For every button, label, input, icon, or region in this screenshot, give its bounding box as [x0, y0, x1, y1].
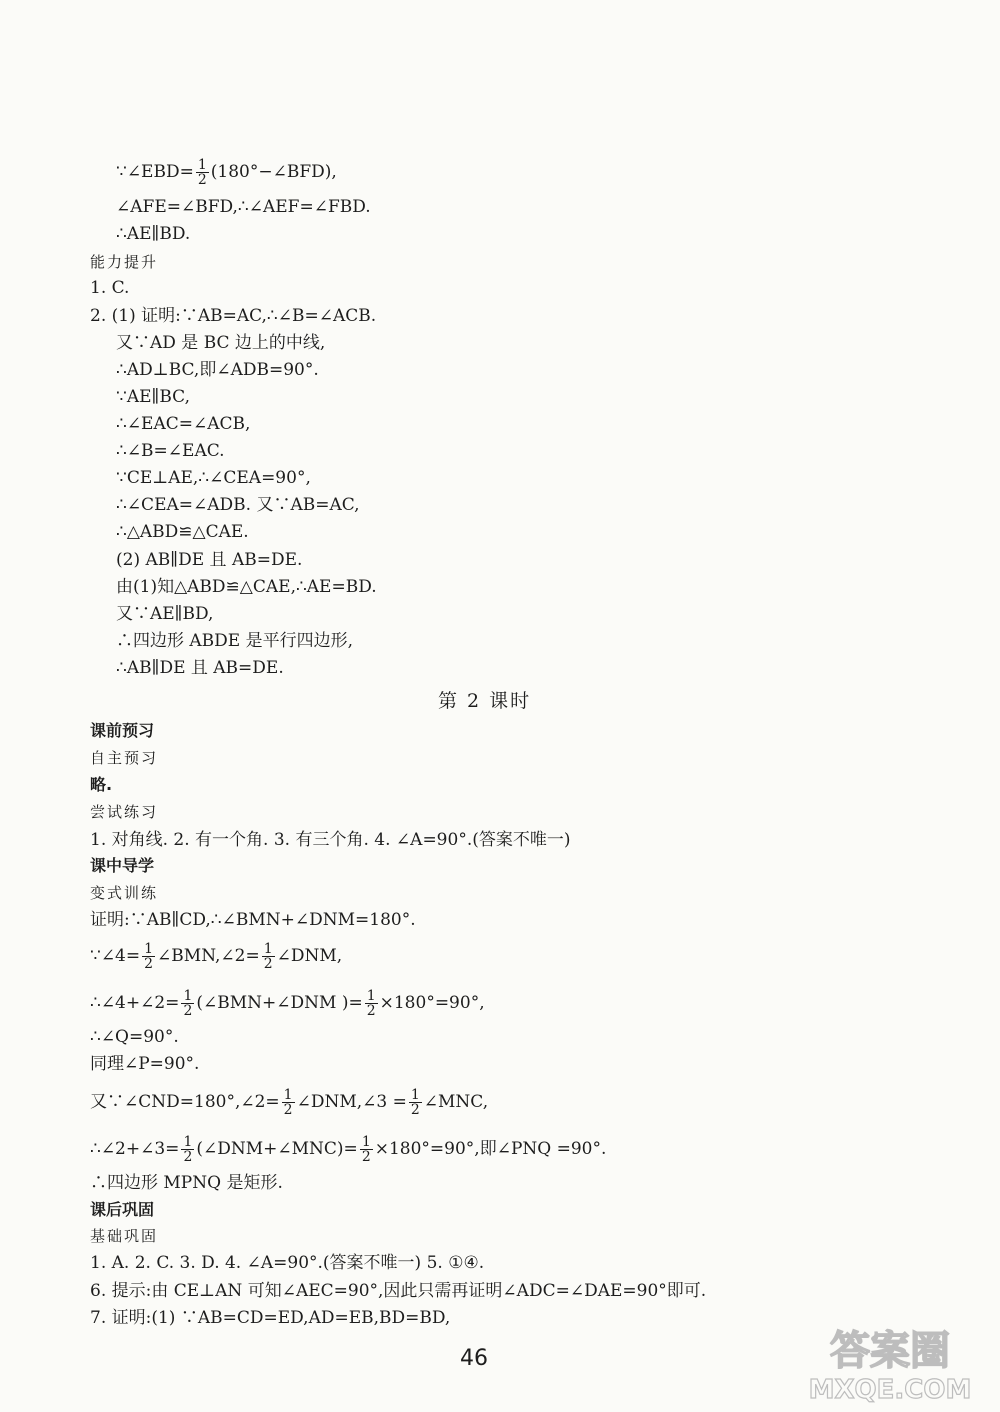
proof-line: ∴AB∥DE 且 AB=DE. [116, 658, 284, 678]
answers-changshi: 1. 对角线. 2. 有一个角. 3. 有三个角. 4. ∠A=90°.(答案不唯一) [90, 830, 571, 850]
proof-line: ∴四边形 MPNQ 是矩形. [90, 1173, 283, 1193]
text-segment: (∠DNM+∠MNC)= [196, 1139, 358, 1159]
fraction-numerator: 1 [366, 988, 376, 1004]
text-segment: ×180°=90°,即∠PNQ =90°. [374, 1139, 607, 1159]
text-segment: ∴∠2+∠3= [90, 1139, 180, 1159]
fraction-denominator: 2 [183, 1149, 193, 1165]
proof-line: ∴∠CEA=∠ADB. 又∵AB=AC, [116, 495, 360, 515]
fraction-denominator: 2 [283, 1102, 293, 1118]
proof-line: ∴∠EAC=∠ACB, [116, 414, 251, 434]
fraction-half [181, 1135, 194, 1164]
lesson-title: 第 2 课时 [438, 690, 532, 712]
proof-line-ae-parallel-bd: ∴AE∥BD. [116, 224, 191, 244]
section-kzdx: 课中导学 [90, 856, 155, 875]
subsection-changshi: 尝试练习 [90, 803, 159, 821]
proof-line: ∴∠Q=90°. [90, 1027, 179, 1047]
answer-lue: 略. [90, 775, 113, 794]
fraction-numerator: 1 [283, 1087, 293, 1103]
proof-line-afe: ∠AFE=∠BFD,∴∠AEF=∠FBD. [116, 197, 371, 217]
fraction-half [181, 989, 194, 1018]
fraction-half [282, 1088, 295, 1117]
proof-line: 由(1)知△ABD≌△CAE,∴AE=BD. [116, 577, 377, 597]
proof-line: ∴△ABD≌△CAE. [116, 522, 249, 542]
fraction-numerator: 1 [183, 988, 193, 1004]
section-kqyx: 课前预习 [90, 721, 155, 740]
proof-line-cnd [90, 1088, 488, 1117]
proof-line: 证明:∵AB∥CD,∴∠BMN+∠DNM=180°. [90, 910, 416, 930]
text-segment: (∠BMN+∠DNM )= [196, 993, 363, 1013]
subsection-jichu: 基础巩固 [90, 1227, 159, 1245]
text-segment: ∠MNC, [423, 1092, 489, 1112]
answers-jichu: 1. A. 2. C. 3. D. 4. ∠A=90°.(答案不唯一) 5. ①④. [90, 1253, 485, 1273]
fraction-half [360, 1135, 373, 1164]
text-segment: ∵∠EBD= [116, 162, 194, 182]
fraction-half [365, 989, 378, 1018]
proof-line-sum42 [90, 989, 485, 1018]
fraction-numerator: 1 [197, 157, 207, 173]
proof-line: 又∵AD 是 BC 边上的中线, [116, 333, 326, 353]
fraction-numerator: 1 [144, 941, 154, 957]
text-segment: ×180°=90°, [379, 993, 485, 1013]
text-segment: (180°−∠BFD), [210, 162, 337, 182]
watermark-logo [790, 1318, 990, 1408]
proof-line: ∵AE∥BC, [116, 387, 190, 407]
fraction-half [409, 1088, 422, 1117]
watermark-url-text: MXQE.COM [808, 1375, 972, 1405]
section-nengli: 能力提升 [90, 253, 159, 271]
answer-1: 1. C. [90, 278, 130, 298]
fraction-numerator: 1 [361, 1134, 371, 1150]
fraction-denominator: 2 [183, 1003, 193, 1019]
proof-line-ebd [116, 158, 337, 187]
subsection-bianshi: 变式训练 [90, 884, 159, 902]
proof-line: 又∵AE∥BD, [116, 604, 214, 624]
fraction-denominator: 2 [361, 1149, 371, 1165]
fraction-denominator: 2 [410, 1102, 420, 1118]
fraction-numerator: 1 [263, 941, 273, 957]
watermark-logo-text: 答案圈 [830, 1328, 950, 1374]
text-segment: ∠DNM, [276, 946, 343, 966]
fraction-half [196, 158, 209, 187]
fraction-denominator: 2 [366, 1003, 376, 1019]
proof-line: ∴∠B=∠EAC. [116, 441, 225, 461]
fraction-numerator: 1 [183, 1134, 193, 1150]
text-segment: ∴∠4+∠2= [90, 993, 180, 1013]
proof-line: (2) AB∥DE 且 AB=DE. [116, 550, 303, 570]
proof-line-sum23 [90, 1135, 606, 1164]
proof-line-angle4 [90, 942, 342, 971]
proof-line: ∴四边形 ABDE 是平行四边形, [116, 631, 354, 651]
answer-2-part1: 2. (1) 证明:∵AB=AC,∴∠B=∠ACB. [90, 306, 377, 326]
fraction-half [262, 942, 275, 971]
proof-line: ∴AD⊥BC,即∠ADB=90°. [116, 360, 319, 380]
proof-line: ∵CE⊥AE,∴∠CEA=90°, [116, 468, 311, 488]
answer-7: 7. 证明:(1) ∵AB=CD=ED,AD=EB,BD=BD, [90, 1308, 451, 1328]
subsection-zizhu: 自主预习 [90, 749, 159, 767]
text-segment: ∵∠4= [90, 946, 141, 966]
text-segment: ∠DNM,∠3 = [296, 1092, 407, 1112]
fraction-half [142, 942, 155, 971]
fraction-denominator: 2 [263, 956, 273, 972]
page-number: 46 [460, 1346, 488, 1371]
watermark-logo-icon [790, 1318, 990, 1408]
fraction-denominator: 2 [197, 172, 207, 188]
fraction-denominator: 2 [144, 956, 154, 972]
text-segment: ∠BMN,∠2= [157, 946, 260, 966]
answer-6: 6. 提示:由 CE⊥AN 可知∠AEC=90°,因此只需再证明∠ADC=∠DAE=90°即可. [90, 1281, 707, 1301]
text-segment: 又∵∠CND=180°,∠2= [90, 1092, 280, 1112]
proof-line: 同理∠P=90°. [90, 1054, 200, 1074]
fraction-numerator: 1 [410, 1087, 420, 1103]
section-khgg: 课后巩固 [90, 1200, 155, 1219]
